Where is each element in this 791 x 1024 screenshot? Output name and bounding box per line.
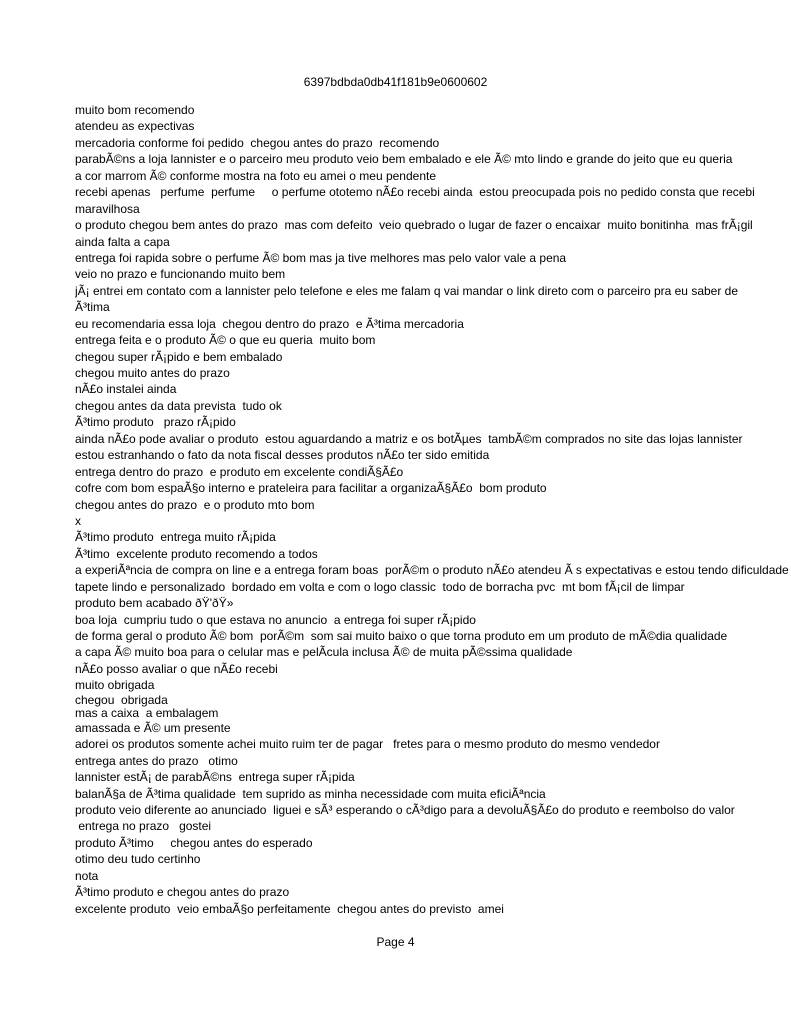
text-line: de forma geral o produto Ã© bom porÃ©m som sai muito baixo o que torna produto em um produto de mÃ©dia qualidade (75, 629, 728, 643)
text-line: chegou super rÃ¡pido e bem embalado (75, 349, 283, 364)
text-line: chegou antes do prazo e o produto mto bom (75, 497, 315, 512)
text-line: produto Ã³timo chegou antes do esperado (75, 835, 313, 850)
text-line: estou estranhando o fato da nota fiscal desses produtos nÃ£o ter sido emitida (75, 448, 490, 463)
text-line: atendeu as expectivas (75, 119, 195, 134)
text-line: chegou antes da data prevista tudo ok (75, 398, 282, 413)
text-line: maravilhosa (75, 201, 140, 216)
text-line: ainda nÃ£o pode avaliar o produto estou aguardando a matriz e os botÃµes tambÃ©m comprados no site das lojas lannister (75, 431, 743, 446)
text-line: a capa Ã© muito boa para o celular mas e pelÃcula inclusa Ã© de muita pÃ©ssima qualidade (75, 645, 573, 660)
text-line: entrega foi rapida sobre o perfume Ã© bom mas ja tive melhores mas pelo valor vale a pena (75, 250, 567, 265)
text-line: Ã³timo produto e chegou antes do prazo (75, 885, 290, 900)
text-line: veio no prazo e funcionando muito bem (75, 267, 286, 282)
text-line: Ã³timo produto entrega muito rÃ¡pida (75, 530, 276, 545)
text-line: jÃ¡ entrei em contato com a lannister pelo telefone e eles me falam q vai mandar o link direto com o parceiro pra eu saber de (75, 283, 739, 298)
text-line: muito bom recomendo (75, 103, 195, 117)
text-line: nÃ£o instalei ainda (75, 382, 177, 397)
text-line: mercadoria conforme foi pedido chegou antes do prazo recomendo (75, 135, 440, 150)
text-line: Ã³timo excelente produto recomendo a todos (75, 546, 318, 561)
text-line: entrega feita e o produto Ã© o que eu queria muito bom (75, 333, 376, 348)
text-line: nota (75, 868, 99, 883)
text-line: tapete lindo e personalizado bordado em volta e com o logo classic todo de borracha pvc mt bom fÃ¡cil de limpar (75, 579, 685, 594)
page-number: Page 4 (376, 935, 415, 949)
text-line: Ã³timo produto prazo rÃ¡pido (75, 415, 236, 430)
text-line: x (75, 513, 81, 528)
text-line: nÃ£o posso avaliar o que nÃ£o recebi (75, 661, 278, 676)
text-line: parabÃ©ns a loja lannister e o parceiro meu produto veio bem embalado e ele Ã© mto lindo e grande do jeito que eu queria (75, 152, 733, 167)
text-line: produto bem acabado ðŸ'ðŸ» (75, 596, 234, 611)
review-text-list (75, 102, 791, 917)
text-line: amassada e Ã© um presente (75, 720, 231, 735)
text-line: eu recomendaria essa loja chegou dentro do prazo e Ã³tima mercadoria (75, 316, 464, 331)
text-line: a cor marrom Ã© conforme mostra na foto eu amei o meu pendente (75, 168, 437, 183)
text-line: chegou muito antes do prazo (75, 366, 230, 380)
document-id-header: 6397bdbda0db41f181b9e0600602 (303, 75, 488, 89)
text-line: a experiÃªncia de compra on line e a entrega foram boas porÃ©m o produto nÃ£o atendeu Ã s expectativas e estou tendo dificuldade (75, 563, 789, 578)
text-line: entrega no prazo gostei (75, 819, 212, 834)
text-line: entrega dentro do prazo e produto em excelente condiÃ§Ã£o (75, 464, 404, 479)
text-line: otimo deu tudo certinho (75, 852, 201, 867)
text-line: o produto chegou bem antes do prazo mas com defeito veio quebrado o lugar de fazer o encaixar muito bonitinha mas frÃ¡gil (75, 218, 753, 233)
text-line: muito obrigada (75, 678, 155, 693)
text-line: excelente produto veio embaÃ§o perfeitamente chegou antes do previsto amei (75, 901, 504, 916)
text-line: mas a caixa a embalagem (75, 706, 219, 720)
text-line: Ã³tima (75, 300, 110, 315)
text-line: boa loja cumpriu tudo o que estava no anuncio a entrega foi super rÃ¡pido (75, 612, 476, 627)
text-line: recebi apenas perfume perfume o perfume ototemo nÃ£o recebi ainda estou preocupada pois no pedido consta que recebi (75, 185, 755, 200)
text-line: lannister estÃ¡ de parabÃ©ns entrega super rÃ¡pida (75, 770, 355, 785)
text-line: adorei os produtos somente achei muito ruim ter de pagar fretes para o mesmo produto do mesmo vendedor (75, 737, 660, 752)
text-line: produto veio diferente ao anunciado liguei e sÃ³ esperando o cÃ³digo para a devoluÃ§Ã£o do produto e reembolso do valor (75, 802, 735, 817)
text-line: chegou obrigada (75, 693, 168, 707)
text-line: entrega antes do prazo otimo (75, 753, 238, 768)
text-line: ainda falta a capa (75, 234, 170, 249)
text-line: balanÃ§a de Ã³tima qualidade tem suprido as minha necessidade com muita eficiÃªncia (75, 786, 546, 801)
text-line: cofre com bom espaÃ§o interno e prateleira para facilitar a organizaÃ§Ã£o bom produto (75, 481, 547, 496)
